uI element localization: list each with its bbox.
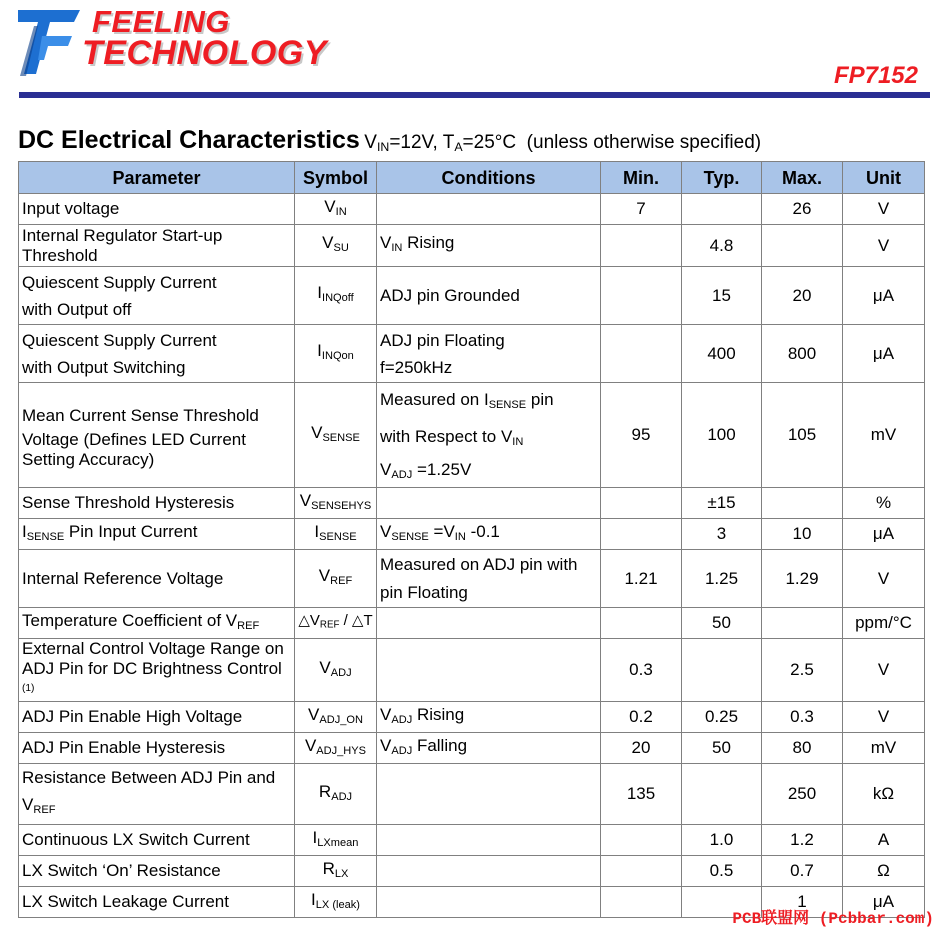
symbol-cell: $V_{ADJ\_ON}$	[295, 702, 377, 733]
condition-cell: Measured on ADJ pin with pin Floating	[377, 550, 601, 608]
param-cell: Sense Threshold Hysteresis	[19, 488, 295, 519]
unit-cell: A	[843, 825, 925, 856]
table-row	[19, 325, 925, 383]
unit-cell: mV	[843, 733, 925, 764]
table-row	[19, 519, 925, 550]
symbol-cell: $V_{ADJ}$	[295, 639, 377, 702]
condition-cell: $V_{IN}$ Rising	[377, 225, 601, 267]
symbol-cell: $V_{REF}$	[295, 550, 377, 608]
condition-cell: $V_{ADJ}$ Falling	[377, 733, 601, 764]
typ-cell	[682, 639, 762, 702]
min-cell	[601, 519, 682, 550]
param-cell: External Control Voltage Range on ADJ Pin for DC Brightness Control $^{(1)}$	[19, 639, 295, 702]
min-cell	[601, 608, 682, 639]
unit-cell: mV	[843, 383, 925, 488]
typ-cell: 3	[682, 519, 762, 550]
min-cell	[601, 325, 682, 383]
table-row	[19, 267, 925, 325]
symbol-cell: $I_{LX (leak)}$	[295, 887, 377, 918]
unit-cell: V	[843, 550, 925, 608]
max-cell: 1	[762, 887, 843, 918]
max-cell: 2.5	[762, 639, 843, 702]
typ-cell: 100	[682, 383, 762, 488]
min-cell	[601, 488, 682, 519]
table-row	[19, 194, 925, 225]
max-cell	[762, 225, 843, 267]
table-row	[19, 639, 925, 702]
condition-cell	[377, 639, 601, 702]
typ-cell: 0.25	[682, 702, 762, 733]
col-header-unit: Unit	[843, 162, 925, 194]
param-cell: ADJ Pin Enable Hysteresis	[19, 733, 295, 764]
condition-cell	[377, 488, 601, 519]
typ-cell	[682, 194, 762, 225]
test-conditions: $V_{IN}=12V$, $T_A=25^\circ C$ (unless otherwise specified)	[364, 132, 762, 155]
table-row	[19, 383, 925, 488]
col-header-typ: Typ.	[682, 162, 762, 194]
max-cell: 0.3	[762, 702, 843, 733]
unit-cell: kΩ	[843, 764, 925, 825]
typ-cell: 15	[682, 267, 762, 325]
table-row	[19, 856, 925, 887]
min-cell: 0.2	[601, 702, 682, 733]
symbol-cell: $V_{ADJ\_HYS}$	[295, 733, 377, 764]
max-cell	[762, 488, 843, 519]
param-cell: ADJ Pin Enable High Voltage	[19, 702, 295, 733]
col-header-min: Min.	[601, 162, 682, 194]
header-divider	[19, 92, 930, 98]
param-cell: Internal Regulator Start-up Threshold	[19, 225, 295, 267]
symbol-cell: $I_{INQon}$	[295, 325, 377, 383]
table-row	[19, 825, 925, 856]
symbol-cell: $V_{SU}$	[295, 225, 377, 267]
max-cell: 0.7	[762, 856, 843, 887]
param-cell: Quiescent Supply Current with Output Switching	[19, 325, 295, 383]
unit-cell: μA	[843, 887, 925, 918]
typ-cell: 0.5	[682, 856, 762, 887]
min-cell	[601, 887, 682, 918]
min-cell: 7	[601, 194, 682, 225]
condition-cell: ADJ pin Floating f=250kHz	[377, 325, 601, 383]
symbol-cell: $V_{IN}$	[295, 194, 377, 225]
unit-cell: Ω	[843, 856, 925, 887]
max-cell: 105	[762, 383, 843, 488]
unit-cell: %	[843, 488, 925, 519]
max-cell: 250	[762, 764, 843, 825]
condition-cell	[377, 887, 601, 918]
symbol-cell: $V_{SENSEHYS}$	[295, 488, 377, 519]
table-row	[19, 488, 925, 519]
logo-mark-icon	[14, 6, 84, 78]
table-row	[19, 608, 925, 639]
typ-cell: ±15	[682, 488, 762, 519]
max-cell: 80	[762, 733, 843, 764]
typ-cell: 4.8	[682, 225, 762, 267]
col-header-max: Max.	[762, 162, 843, 194]
unit-cell: μA	[843, 519, 925, 550]
max-cell	[762, 608, 843, 639]
typ-cell: 1.25	[682, 550, 762, 608]
typ-cell: 50	[682, 733, 762, 764]
condition-cell	[377, 194, 601, 225]
unit-cell: V	[843, 194, 925, 225]
table-row	[19, 225, 925, 267]
max-cell: 1.2	[762, 825, 843, 856]
param-cell: Continuous LX Switch Current	[19, 825, 295, 856]
condition-cell: $V_{ADJ}$ Rising	[377, 702, 601, 733]
part-number: FP7152	[833, 62, 918, 89]
symbol-cell: $I_{INQoff}$	[295, 267, 377, 325]
col-header-symbol: Symbol	[295, 162, 377, 194]
typ-cell: 1.0	[682, 825, 762, 856]
unit-cell: V	[843, 225, 925, 267]
table-row	[19, 550, 925, 608]
param-cell: Temperature Coefficient of $V_{REF}$	[19, 608, 295, 639]
logo-line-feeling: FEELING	[92, 4, 230, 39]
param-cell: LX Switch ‘On’ Resistance	[19, 856, 295, 887]
max-cell: 800	[762, 325, 843, 383]
min-cell	[601, 856, 682, 887]
param-cell: $I_{SENSE}$ Pin Input Current	[19, 519, 295, 550]
symbol-cell: $\triangle V_{REF}$ / △T	[295, 608, 377, 639]
col-header-parameter: Parameter	[19, 162, 295, 194]
condition-cell: ADJ pin Grounded	[377, 267, 601, 325]
symbol-cell: $R_{ADJ}$	[295, 764, 377, 825]
electrical-characteristics-table	[18, 161, 925, 918]
param-cell: Resistance Between ADJ Pin and $V_{REF}$	[19, 764, 295, 825]
min-cell: 20	[601, 733, 682, 764]
condition-cell	[377, 764, 601, 825]
min-cell: 95	[601, 383, 682, 488]
symbol-cell: $R_{LX}$	[295, 856, 377, 887]
min-cell: 135	[601, 764, 682, 825]
logo-line-technology: TECHNOLOGY	[82, 34, 327, 72]
company-logo	[14, 2, 344, 80]
unit-cell: μA	[843, 267, 925, 325]
typ-cell: 400	[682, 325, 762, 383]
max-cell: 20	[762, 267, 843, 325]
condition-cell	[377, 608, 601, 639]
min-cell	[601, 267, 682, 325]
min-cell	[601, 225, 682, 267]
max-cell: 1.29	[762, 550, 843, 608]
table-row	[19, 702, 925, 733]
unit-cell: μA	[843, 325, 925, 383]
condition-cell	[377, 856, 601, 887]
param-cell: Internal Reference Voltage	[19, 550, 295, 608]
table-header-row	[19, 162, 925, 194]
min-cell	[601, 825, 682, 856]
condition-cell	[377, 825, 601, 856]
table-row	[19, 733, 925, 764]
typ-cell	[682, 764, 762, 825]
param-cell: LX Switch Leakage Current	[19, 887, 295, 918]
max-cell: 10	[762, 519, 843, 550]
param-cell: Input voltage	[19, 194, 295, 225]
table-row	[19, 764, 925, 825]
min-cell: 1.21	[601, 550, 682, 608]
condition-cell: Measured on $I_{SENSE}$ pin with Respect to $V_{IN}$ $V_{ADJ} =1.25V$	[377, 383, 601, 488]
symbol-cell: $I_{SENSE}$	[295, 519, 377, 550]
param-cell: Mean Current Sense Threshold Voltage (Defines LED Current Setting Accuracy)	[19, 383, 295, 488]
unit-cell: V	[843, 702, 925, 733]
symbol-cell: $I_{LXmean}$	[295, 825, 377, 856]
section-title	[18, 126, 761, 155]
symbol-cell: $V_{SENSE}$	[295, 383, 377, 488]
typ-cell: 50	[682, 608, 762, 639]
watermark-text: PCB联盟网 (Pcbbar.com)	[732, 910, 934, 928]
condition-cell: $V_{SENSE} =V_{IN}$ -0.1	[377, 519, 601, 550]
section-heading: DC Electrical Characteristics	[18, 126, 360, 154]
max-cell: 26	[762, 194, 843, 225]
unit-cell: ppm/°C	[843, 608, 925, 639]
unit-cell: V	[843, 639, 925, 702]
min-cell: 0.3	[601, 639, 682, 702]
param-cell: Quiescent Supply Current with Output off	[19, 267, 295, 325]
col-header-conditions: Conditions	[377, 162, 601, 194]
